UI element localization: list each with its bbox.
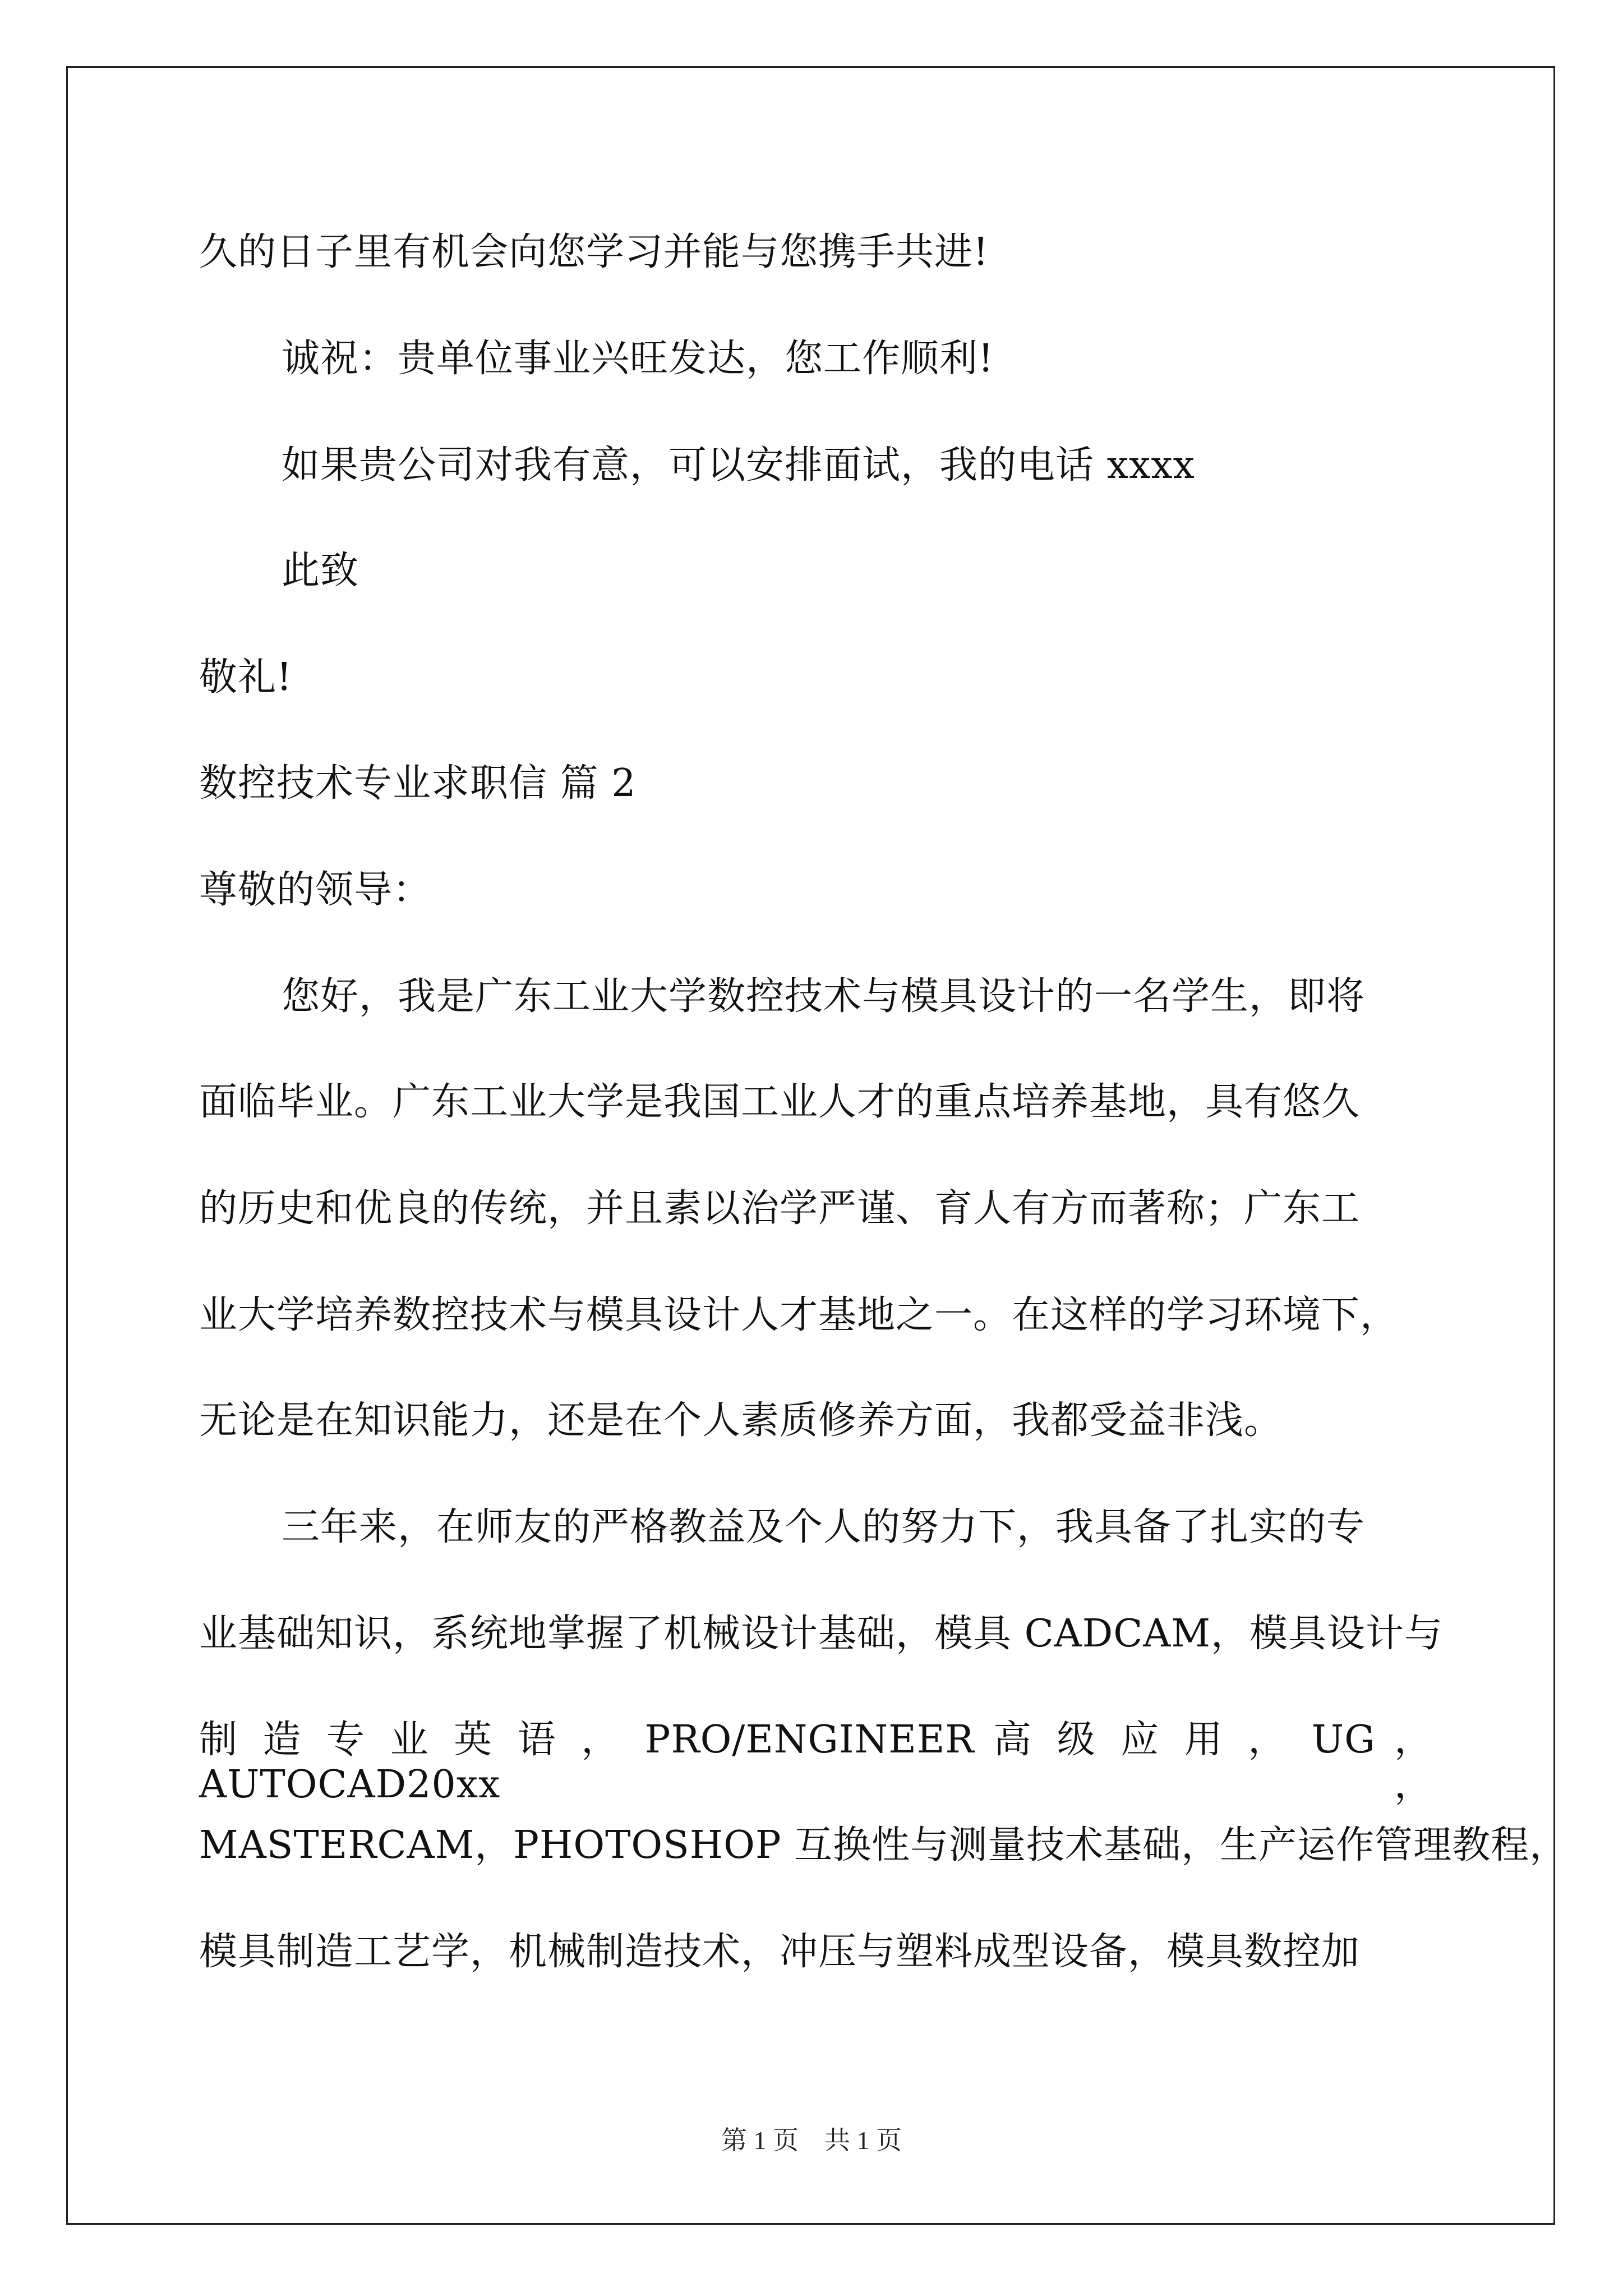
paragraph-2-line-1: 三年来，在师友的严格教益及个人的努力下，我具备了扎实的专 xyxy=(282,1505,1366,1549)
text-line-4: 此致 xyxy=(282,549,359,593)
page-border xyxy=(66,66,1555,2225)
page-number-footer: 第 1 页 共 1 页 xyxy=(721,2126,902,2155)
paragraph-2-line-4: MASTERCAM，PHOTOSHOP 互换性与测量技术基础，生产运作管理教程， xyxy=(199,1823,1569,1867)
paragraph-2-line-2: 业基础知识，系统地掌握了机械设计基础，模具 CADCAM，模具设计与 xyxy=(199,1612,1444,1656)
text-line-5: 敬礼! xyxy=(199,655,293,700)
paragraph-2-line-3: 制 造 专 业 英 语 ， PRO/ENGINEER 高 级 应 用 ， UG ， AUTOCAD20xx ， xyxy=(199,1718,1433,1807)
text-line-2: 诚祝：贵单位事业兴旺发达，您工作顺利! xyxy=(282,337,994,381)
paragraph-1-line-1: 您好，我是广东工业大学数控技术与模具设计的一名学生，即将 xyxy=(282,974,1366,1019)
paragraph-1-line-5: 无论是在知识能力，还是在个人素质修养方面，我都受益非浅。 xyxy=(199,1398,1283,1443)
paragraph-1-line-3: 的历史和优良的传统，并且素以治学严谨、育人有方而著称；广东工 xyxy=(199,1186,1361,1231)
text-line-3: 如果贵公司对我有意，可以安排面试，我的电话 xxxx xyxy=(282,443,1196,487)
paragraph-1-line-4: 业大学培养数控技术与模具设计人才基地之一。在这样的学习环境下， xyxy=(199,1293,1399,1337)
text-line-1: 久的日子里有机会向您学习并能与您携手共进! xyxy=(199,230,989,274)
salutation: 尊敬的领导： xyxy=(199,868,432,912)
section-heading: 数控技术专业求职信 篇 2 xyxy=(199,761,637,806)
paragraph-2-line-5: 模具制造工艺学，机械制造技术，冲压与塑料成型设备，模具数控加 xyxy=(199,1930,1361,1974)
paragraph-1-line-2: 面临毕业。广东工业大学是我国工业人才的重点培养基地，具有悠久 xyxy=(199,1080,1361,1124)
